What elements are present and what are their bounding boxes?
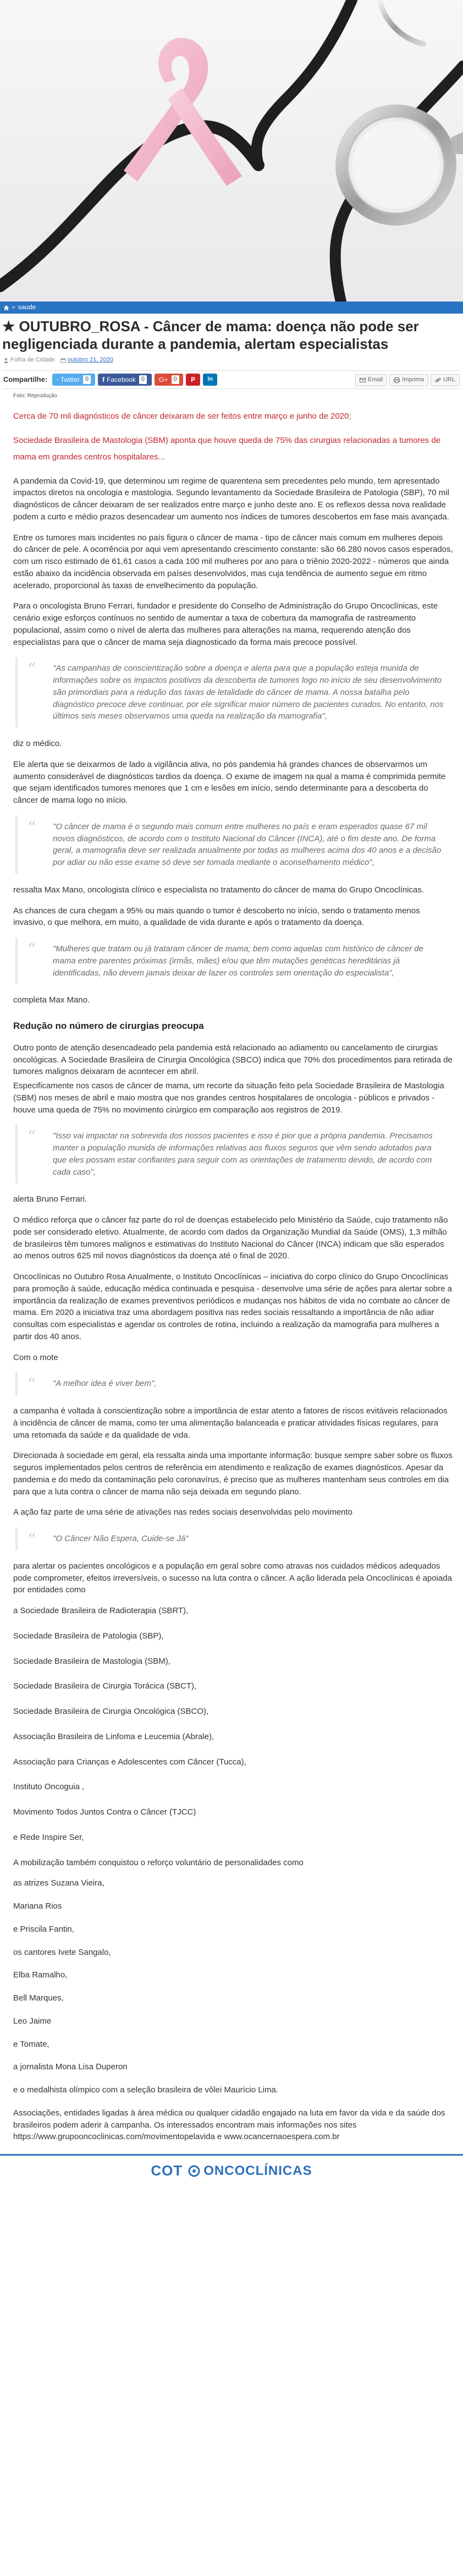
linkedin-icon: in	[207, 376, 213, 383]
quote-icon: “	[27, 660, 36, 679]
calendar-icon	[60, 358, 66, 363]
body-paragraph: A pandemia da Covid-19, que determinou um regime de quarentena sem precedentes pelo mundo, tem apresentado impactos diretos na oncologia e mastologia. Segundo levantamento da Sociedade Brasileira de Patologia (SBP), 70 mil diagnósticos de câncer deixaram de ser realizados entre março e junho deste ano. E os reflexos dessa nova realidade podem a curto e médio prazos desencadear um aumento nos índices de tumores descobertos em fase mais avançada.	[13, 476, 449, 522]
author-name[interactable]: Folha de Cidade	[10, 357, 55, 364]
supporting-entities-list	[13, 1605, 454, 1844]
list-item: e Priscila Fantin,	[13, 1924, 74, 1934]
body-paragraph: Ele alerta que se deixarmos de lado a vigilância ativa, no pós pandemia há grandes chances de observarmos um aumento considerável de diagnósticos tardios da doença. O exame de imagem na qual a mama é comprimida permite que sejam identificados tumores menores que 1 cm e lesões em início, sendo determinante para a descoberta do câncer de mama logo no início.	[13, 759, 446, 805]
body-paragraph: Para o oncologista Bruno Ferrari, fundador e presidente do Conselho de Administração do Grupo Oncoclínicas, este cenário exige esforços contínuos no sentido de aumentar a taxa de cobertura da mamografia de rastreamento populacional, assim como o nível de alerta das mulheres para alterações na mama, requerendo atenção dos especialistas para que o câncer de mama seja diagnosticado da forma mais precoce possível.	[13, 601, 438, 647]
body-paragraph: Entre os tumores mais incidentes no país figura o câncer de mama - tipo de câncer mais comum em mulheres depois do câncer de pele. A ocorrência por aqui vem apresentando crescimento constante: são 66.280 novos casos esperados, com um risco estimado de 61,61 casos a cada 100 mil mulheres por ano para o triênio 2020-2022 - números que ainda estão abaixo da incidência observada em países desenvolvidos, mas cuja tendência de aumento segue em ritmo acelerado, proporcional às taxas de envelhecimento da população.	[13, 533, 453, 590]
pull-quote: “ "Mulheres que tratam ou já trataram câncer de mama; bem como aquelas com histórico de câncer de mama entre parentes próximas (irmãs, mães) e/ou que têm mutações genéticas hereditárias já identificadas, não devem jamais deixar de lazer os controles sem orientação do especialista",	[15, 938, 454, 984]
article-meta	[0, 355, 463, 368]
footer-logos	[0, 2156, 463, 2186]
stethoscope-ribbon-illustration	[0, 0, 463, 302]
user-icon	[3, 358, 9, 363]
article-body	[0, 410, 463, 2143]
quote-icon: “	[27, 940, 36, 960]
quote-icon: “	[27, 1127, 36, 1147]
list-item: Sociedade Brasileira de Mastologia (SBM),	[13, 1656, 170, 1666]
list-item: Sociedade Brasileira de Cirurgia Oncológica (SBCO),	[13, 1707, 209, 1717]
body-paragraph: Direcionada à sociedade em geral, ela ressalta ainda uma importante informação: busque sempre saber sobre os fluxos seguros implementados pelos centros de referência em atendimento e realização de exames diagnósticos. Apesar da pandemia e do medo da contaminação pelo coronavírus, é preciso que as mulheres mantenham seus controles em dia para que a luta contra o câncer de mama não seja deixada em segundo plano.	[13, 1451, 453, 1497]
article-title	[0, 314, 463, 355]
body-paragraph: alerta Bruno Ferrari.	[13, 1194, 87, 1204]
breadcrumb-separator: »	[12, 304, 15, 310]
quote-icon: “	[27, 1375, 36, 1395]
article-title-text: - Câncer de mama: doença não pode ser negligenciada durante a pandemia, alertam especialistas	[2, 318, 419, 352]
quote-icon: “	[27, 1530, 36, 1550]
publish-date[interactable]: outubro 21, 2020	[67, 357, 113, 364]
list-item: Associação para Crianças e Adolescentes com Câncer (Tucca),	[13, 1757, 246, 1767]
closing-paragraph: Associações, entidades ligadas à área médica ou qualquer cidadão engajado na luta em favor da vida e da saúde dos brasileiros podem aderir à campanha. Os interessados encontram mais informações nos sites https://www.grupooncoclinicas.com/movimentopelavida e www.ocancernaoespera.com.br	[13, 2108, 445, 2142]
list-item: a jornalista Mona Lisa Duperon	[13, 2062, 128, 2072]
list-item: Bell Marques,	[13, 1993, 64, 2003]
list-item: e Tomate,	[13, 2039, 49, 2049]
article-lead	[13, 410, 454, 465]
lead-paragraph: Sociedade Brasileira de Mastologia (SBM) aponta que houve queda de 75% das cirurgias relacionadas a tumores de mama em grandes centros hospitalares...	[13, 435, 441, 462]
list-item: e Rede Inspire Ser,	[13, 1832, 84, 1842]
link-icon	[435, 377, 441, 383]
breadcrumb-section-link[interactable]: saude	[18, 303, 36, 311]
list-item: Associação Brasileira de Linfoma e Leucemia (Abrale),	[13, 1731, 214, 1741]
hero-image	[0, 0, 463, 302]
author	[3, 356, 55, 365]
photo-credit: Foto: Reprodução	[13, 393, 58, 399]
body-paragraph: A mobilização também conquistou o reforço voluntário de personalidades como	[13, 1857, 304, 1867]
linkedin-share-button[interactable]	[203, 374, 217, 386]
share-bar	[2, 370, 461, 389]
printer-icon	[394, 377, 400, 383]
pinterest-share-button[interactable]	[186, 374, 200, 386]
pinterest-icon: P	[191, 375, 196, 383]
pull-quote: “ "O Câncer Não Espera, Cuide-se Já"	[15, 1527, 454, 1550]
body-paragraph: Outro ponto de atenção desencadeado pela pandemia está relacionado ao adiamento ou cancelamento de cirurgias oncológicas. A Sociedade Brasileira de Cirurgia Oncológica (SBCO) indica que 70% dos procedimentos para retirada de tumores malignos deixaram de acontecer em abril.	[13, 1043, 453, 1077]
star-icon: ★	[2, 318, 15, 335]
list-item: Instituto Oncoguia ,	[13, 1782, 85, 1792]
lead-paragraph: Cerca de 70 mil diagnósticos de câncer deixaram de ser feitos entre março e junho de 2020;	[13, 411, 351, 421]
list-item: Sociedade Brasileira de Patologia (SBP),	[13, 1631, 164, 1641]
list-item: Mariana Rios	[13, 1901, 62, 1911]
cot-logo: COT	[151, 2162, 183, 2179]
pull-quote: “ "A melhor idea é viver bem",	[15, 1372, 454, 1395]
body-paragraph: O médico reforça que o câncer faz parte do rol de doenças estabelecido pelo Ministério da Saúde, cujo tratamento não pode ser considerado eletivo. Atualmente, de acordo com dados da Organização Mundial da Saúde (OMS), 1,3 milhão de brasileiros têm tumores malignos e estimativas do Instituto Nacional do Câncer (INCA) indicam que são esperados ao menos outros 625 mil novos diagnósticos da doença até o final de 2020.	[13, 1215, 448, 1261]
article-topic: OUTUBRO_ROSA	[19, 318, 140, 335]
section-heading: Redução no número de cirurgias preocupa	[13, 1021, 204, 1032]
list-item: a Sociedade Brasileira de Radioterapia (SBRT),	[13, 1606, 189, 1616]
list-item: Leo Jaime	[13, 2016, 52, 2026]
url-button[interactable]: URL	[431, 374, 460, 386]
pull-quote: “ "Isso vai impactar na sobrevida dos nossos pacientes e isso é pior que a própria pandemia. Precisamos manter a população munida de informações relativas aos fluxos seguros que vêm sendo adotados para que eles possam estar confiantes para seguir com as orientações de tratamento devido, de acordo com cada caso",	[15, 1125, 454, 1183]
list-item: Elba Ramalho,	[13, 1970, 68, 1980]
body-paragraph: diz o médico.	[13, 739, 62, 749]
home-icon[interactable]	[3, 305, 9, 311]
twitter-count: 0	[83, 375, 91, 384]
list-item: e o medalhista olímpico com a seleção brasileira de vôlei Maurício Lima.	[13, 2085, 278, 2095]
body-paragraph: Oncoclínicas no Outubro Rosa Anualmente, o Instituto Oncoclínicas – iniciativa do corpo clínico do Grupo Oncoclínicas para promoção à saúde, educação médica continuada e pesquisa - desenvolve uma série de ações para alertar sobre a importância da realização de exames preventivos periódicos e mudanças nos hábitos de vida no combate ao câncer de mama. Em 2020 a iniciativa traz uma abordagem positiva nas redes sociais ressaltando a importância de não adiar consultas com especialistas e agendar os controles de rotina, incluindo a realização da mamografia para mulheres a partir dos 40 anos.	[13, 1272, 452, 1341]
body-paragraph: Especificamente nos casos de câncer de mama, um recorte da situação feito pela Sociedade Brasileira de Mastologia (SBM) nos meses de abril e maio mostra que nos grandes centros hospitalares de oncologia - públicos e privados - houve uma queda de 75% no movimento cirúrgico em comparação aos registros de 2019.	[13, 1081, 444, 1115]
body-paragraph: ressalta Max Mano, oncologista clínico e especialista no tratamento do câncer de mama do Grupo Oncoclínicas.	[13, 885, 425, 895]
pull-quote: “ "O câncer de mama é o segundo mais comum entre mulheres no país e eram esperados quase 67 mil novos diagnósticos, de acordo com o Instituto Nacional do Câncer (INCA), até o fim deste ano. De forma geral, a mamografia deve ser realizada anualmente por todas as mulheres acima dos 40 anos e a decisão por adiar ou não esse exame só deve ser tomada mediante o aconselhamento médico",	[15, 815, 454, 874]
facebook-icon: f	[102, 375, 105, 383]
oncoclinicas-logo: ONCOCLÍNICAS	[188, 2162, 312, 2181]
quote-icon: “	[27, 818, 36, 837]
email-button[interactable]: Email	[355, 374, 388, 386]
breadcrumb	[0, 302, 463, 314]
print-button[interactable]: Imprima	[389, 374, 428, 386]
facebook-share-button[interactable]: f Facebook 0	[98, 374, 152, 386]
oncoclinicas-mark-icon	[188, 2165, 200, 2177]
body-paragraph: Com o mote	[13, 1352, 58, 1362]
pull-quote: “ "As campanhas de conscientização sobre a doença e alerta para que a população esteja munida de informações sobre os impactos positivos da descoberta de tumores logo no início de seu desenvolvimento são primordiais para a redução das taxas de letalidade do câncer de mama. A nossa batalha pelo diagnóstico precoce deve continuar, por ele significar maior número de pacientes curados. No entanto, nos últimos seis meses observamos uma queda na realização da mamografia",	[15, 657, 454, 728]
body-paragraph: para alertar os pacientes oncológicos e a população em geral sobre como atravas nos cuidados médicos adequados pode comprometer, efeitos irreversíveis, o sucesso na luta contra o câncer. A ação liderada pela Oncoclínicas é apoiada por entidades como	[13, 1561, 452, 1595]
list-item: os cantores Ivete Sangalo,	[13, 1947, 111, 1957]
gplus-share-button[interactable]: G+ 0	[155, 374, 183, 386]
article-tools	[355, 374, 460, 386]
envelope-icon	[360, 378, 366, 382]
list-item: as atrizes Suzana Vieira,	[13, 1878, 104, 1888]
list-item: Movimento Todos Juntos Contra o Câncer (TJCC)	[13, 1807, 196, 1817]
body-paragraph: A ação faz parte de uma série de ativações nas redes sociais desenvolvidas pelo movimento	[13, 1508, 353, 1517]
twitter-icon	[57, 377, 58, 382]
body-paragraph: a campanha é voltada à conscientização sobre a importância de estar atento a fatores de riscos evitáveis relacionados à incidência de câncer de mama, como ter uma alimentação balanceada e praticar atividades físicas regulares, para uma retomada da saúde e da qualidade de vida.	[13, 1406, 448, 1440]
gplus-count: 0	[172, 375, 179, 384]
body-paragraph: completa Max Mano.	[13, 995, 90, 1005]
list-item: Sociedade Brasileira de Cirurgia Torácica (SBCT),	[13, 1681, 197, 1691]
facebook-count: 0	[139, 375, 147, 384]
date	[60, 356, 113, 365]
body-paragraph: As chances de cura chegam a 95% ou mais quando o tumor é descoberto no início, sendo o tratamento menos invasivo, o que melhora, em muito, a qualidade de vida durante e após o tratamento da doença.	[13, 906, 420, 928]
twitter-share-button[interactable]: Twitter 0	[52, 374, 95, 386]
share-label: Compartilhe:	[3, 375, 48, 383]
personalities-list	[13, 1877, 454, 2096]
